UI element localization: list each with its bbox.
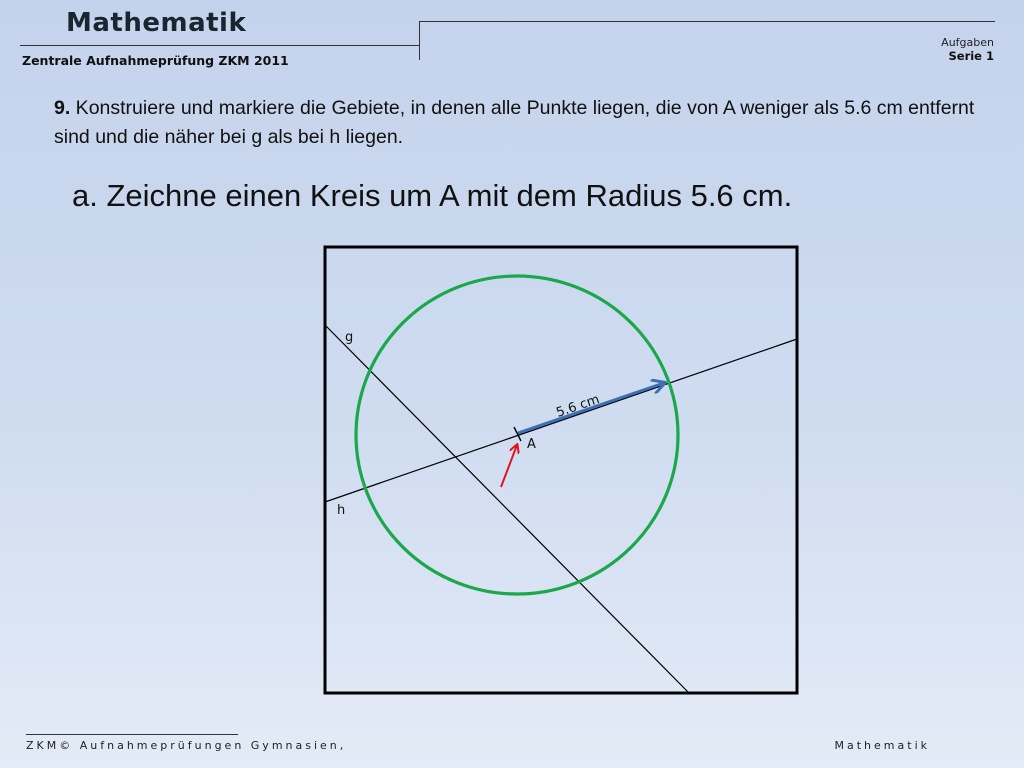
line-g — [325, 325, 689, 693]
pointer-arrow — [501, 445, 517, 487]
label-a: A — [527, 437, 536, 452]
task-text: Konstruiere und markiere die Gebiete, in denen alle Punkte liegen, die von A weniger als 5.6 cm entfernt sind und die näher bei g als bei h liegen. — [54, 97, 975, 148]
radius-label: 5.6 cm — [554, 392, 602, 421]
header-series: Serie 1 — [948, 49, 994, 63]
footer-right: Mathematik — [834, 739, 930, 752]
footer-left: ZKM© Aufnahmeprüfungen Gymnasien, — [26, 739, 347, 752]
task-number: 9. — [54, 97, 71, 119]
point-a-marker — [514, 427, 521, 441]
circle-around-a — [356, 276, 678, 594]
page-subtitle: Zentrale Aufnahmeprüfung ZKM 2011 — [22, 53, 289, 68]
footer-divider — [26, 734, 238, 735]
drawing-frame — [325, 247, 797, 693]
label-g: g — [345, 330, 354, 345]
page-title: Mathematik — [66, 8, 247, 38]
subtask-instruction: a. Zeichne einen Kreis um A mit dem Radius 5.6 cm. — [72, 178, 793, 213]
header-category: Aufgaben — [941, 36, 994, 49]
label-h: h — [337, 503, 346, 518]
line-h — [325, 339, 797, 502]
